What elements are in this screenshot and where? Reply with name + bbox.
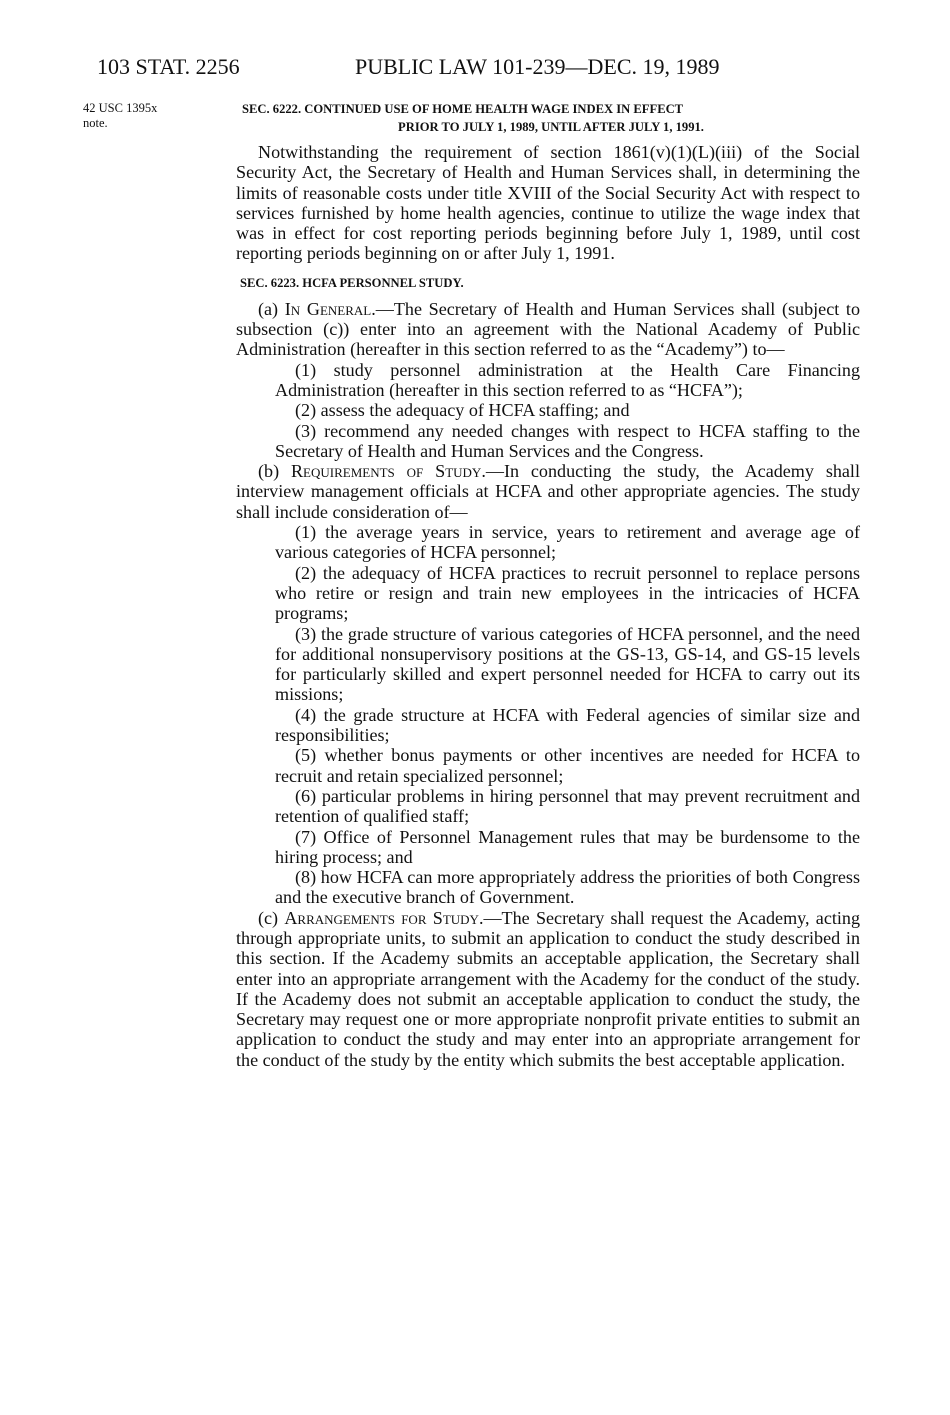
subsection-a-item-3: (3) recommend any needed changes with respect to HCFA staffing to the Secretary of Health and Human Services and the Congress. <box>275 420 860 461</box>
subsection-a-caption: In General <box>284 298 372 319</box>
subsection-b-caption: Requirements of Study <box>290 461 482 482</box>
margin-note <box>83 101 223 131</box>
section-6222-heading <box>236 100 860 136</box>
subsection-b-item-6: (6) particular problems in hiring personnel that may prevent recruitment and retention of qualified staff; <box>275 785 860 827</box>
subsection-b-item-3: (3) the grade structure of various categories of HCFA personnel, and the need for additional nonsupervisory positions at the GS-13, GS-14, and GS-15 levels for particularly skilled and expert personnel needed for HCFA to carry out its missions; <box>275 623 860 705</box>
subsection-c-label: (c) <box>258 907 285 928</box>
subsection-b-item-7: (7) Office of Personnel Management rules that may be burdensome to the hiring process; and <box>275 826 860 867</box>
subsection-b-item-1: (1) the average years in service, years to retirement and average age of various categories of HCFA personnel; <box>275 522 860 563</box>
subsection-a-item-1: (1) study personnel administration at the Health Care Financing Administration (hereafter in this section referred to as “HCFA”); <box>275 359 860 400</box>
section-6222-heading-line1: SEC. 6222. CONTINUED USE OF HOME HEALTH WAGE INDEX IN EFFECT <box>242 102 684 116</box>
subsection-a-item-2: (2) assess the adequacy of HCFA staffing; and <box>295 400 630 421</box>
subsection-b-item-5: (5) whether bonus payments or other incentives are needed for HCFA to recruit and retain specialized personnel; <box>275 745 860 786</box>
subsection-b-item-8: (8) how HCFA can more appropriately address the priorities of both Congress and the executive branch of Government. <box>275 867 860 908</box>
page-stat-number: 103 STAT. 2256 <box>97 54 240 79</box>
subsection-a-text: .—The Secretary of Health and Human Services shall (subject to subsection (c)) enter into an agreement with the National Academy of Public Administration (hereafter in this section referred to as the “Academy”) to— <box>236 298 861 360</box>
subsection-b-label: (b) <box>258 461 291 482</box>
margin-note-citation: 42 USC 1395x <box>83 101 158 115</box>
section-6222-heading-line2: PRIOR TO JULY 1, 1989, UNTIL AFTER JULY 1, 1991. <box>398 120 704 134</box>
subsection-b <box>236 461 860 522</box>
main-column <box>236 100 860 1070</box>
running-head: PUBLIC LAW 101-239—DEC. 19, 1989 <box>355 54 720 79</box>
section-6222-body: Notwithstanding the requirement of section 1861(v)(1)(L)(iii) of the Social Security Act, the Secretary of Health and Human Services shall, in determining the limits of reasonable costs under title XVIII of the Social Security Act with respect to services furnished by home health agencies, continue to utilize the wage index that was in effect for cost reporting periods beginning before July 1, 1989, until cost reporting periods beginning on or after July 1, 1991. <box>236 142 860 264</box>
subsection-b-text: .—In conducting the study, the Academy shall interview management officials at HCFA and other appropriate agencies. The study shall include consideration of— <box>236 461 860 522</box>
margin-note-suffix: note. <box>83 116 108 130</box>
section-6223-heading: SEC. 6223. HCFA PERSONNEL STUDY. <box>240 275 464 290</box>
subsection-c-caption: Arrangements for Study <box>284 907 479 928</box>
subsection-a <box>236 299 860 360</box>
subsection-c-text: .—The Secretary shall request the Academy, acting through appropriate units, to submit an application to conduct the study described in this section. If the Academy submits an acceptable application, the Secretary shall enter into an appropriate arrangement with the Academy for the conduct of the study. If the Academy does not submit an acceptable application to conduct the study, the Secretary may request one or more appropriate nonprofit private entities to submit an application to conduct the study and may enter into an appropriate arrangement for the conduct of the study by the entity which submits the best acceptable application. <box>236 907 861 1070</box>
subsection-c <box>236 908 860 1070</box>
subsection-b-item-4: (4) the grade structure at HCFA with Federal agencies of similar size and responsibilities; <box>275 704 860 746</box>
subsection-b-item-2: (2) the adequacy of HCFA practices to recruit personnel to replace persons who retire or resign and train new employees in the intricacies of HCFA programs; <box>275 562 860 624</box>
subsection-a-label: (a) <box>258 298 285 319</box>
